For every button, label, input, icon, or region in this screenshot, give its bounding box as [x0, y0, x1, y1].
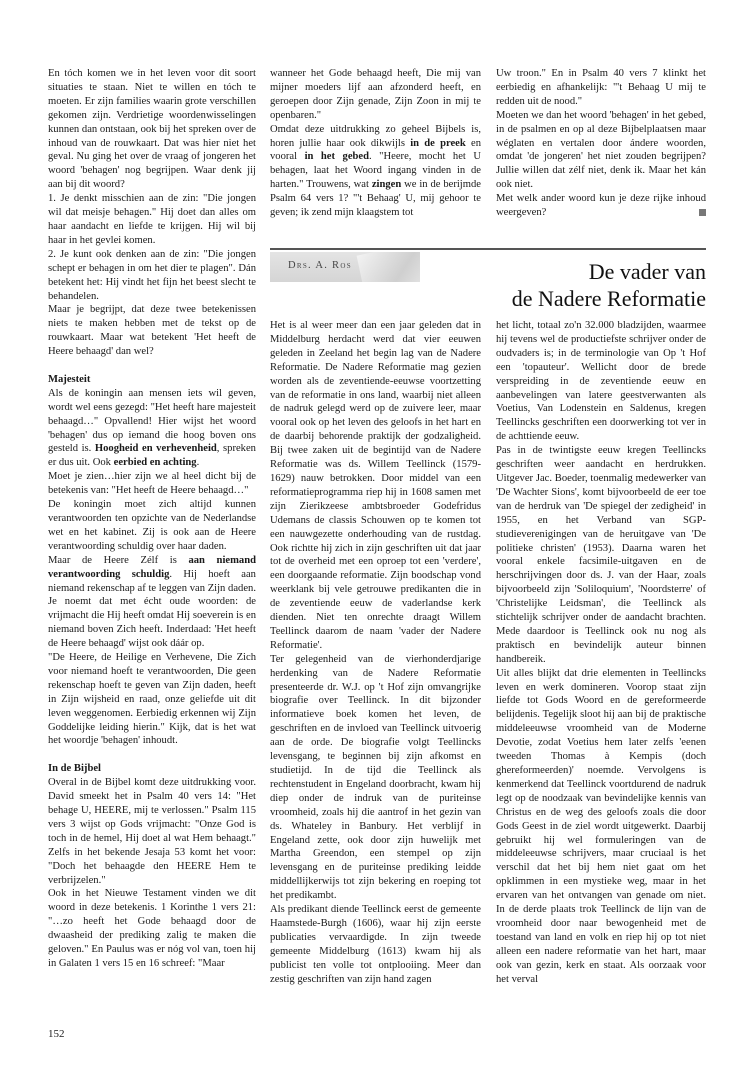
paragraph: Overal in de Bijbel komt deze uitdrukking voor. David smeekt het in Psalm 40 vers 14: "Het behage U, HEERE, mij te verlossen." Psalm 115 vers 3 wijst op Gods vrijmacht: "Onze God is toch in de hemel, Hij doet al wat Hem behaagt." Zelfs in het bekende Jesaja 53 komt het voor: "Doch het behaagde den HEERE Hem te verbrijzelen.": [48, 777, 256, 886]
paragraph: Als de koningin aan mensen iets wil geven, wordt wel eens gezegd: "Het heeft hare majesteit behaagd…" Opvallend! Hier wijst het woord 'behagen' dus op iemand die hoog boven ons gesteld is. Hoogheid en verhevenheid, spreken er dus uit. Ook eerbied en achting.: [48, 387, 256, 469]
paragraph: Uw troon." En in Psalm 40 vers 7 klinkt het eerbiedig en afhankelijk: "'t Behaag U mij te redden uit de nood.": [496, 68, 706, 107]
article2-header: [270, 248, 706, 310]
banner-decoration: [357, 252, 420, 282]
paragraph: Ter gelegenheid van de vierhonderdjarige herdenking van de Nadere Reformatie presenteerde dr. W.J. op 't Hof zijn omvangrijke biografie over Teellinck. In dit bijzonder informatieve boek komen het leven, de geschriften en de invloed van Teellinck uitvoerig aan de orde. De biografie volgt Teellincks levensgang, te beginnen bij zijn afkomst en studietijd. In de tijd die Teellinck als rechtenstudent in Engeland doorbracht, kwam hij diep onder de indruk van de puriteinse vroomheid, zoals hij die aantrof in het gezin van ds. Whateley in Banbury. Het verblijf in Engeland zette, ook door zijn huwelijk met Martha Greendon, een stempel op zijn levensgang en de puriteinse prediking leidde middellijkerwijs tot zijn bekering en roeping tot het predikambt.: [270, 653, 481, 902]
section-heading-bijbel: In de Bijbel: [48, 763, 101, 775]
author-banner: [270, 252, 420, 282]
article2-column-2: [496, 319, 706, 987]
paragraph: Als predikant diende Teellinck eerst de gemeente Haamstede-Burgh (1606), waar hij zijn eerste publicaties vervaardigde. In zijn tweede gemeente Middelburg (1613) kwam hij als publicist ten volle tot ontplooiing. Meer dan zestig geschriften van zijn hand zagen: [270, 904, 481, 985]
end-of-article-icon: [699, 209, 706, 216]
paragraph: Moet je zien…hier zijn we al heel dicht bij de betekenis van: "Het heeft de Heere behaagd…": [48, 471, 256, 497]
header-rule: [270, 248, 706, 250]
paragraph: Maar de Heere Zélf is aan niemand verantwoording schuldig. Hij hoeft aan niemand rekenschap af te leggen van Zijn daden. Je noemt dat met écht oude woorden: de vrijmacht die Hij heeft omdat Hij soeverein is en niemand boven Zich heeft. Inderdaad: 'Het heeft de Heere behaagd' wijst ook dáár op.: [48, 554, 257, 650]
paragraph: wanneer het Gode behaagd heeft, Die mij van mijner moeders lijf aan afzonderd heeft, en geroepen door Zijn genade, Zijn Zoon in mij te openbaren.": [270, 68, 481, 121]
paragraph: "De Heere, de Heilige en Verhevene, Die Zich voor niemand hoeft te verantwoorden, Die geen rekenschap hoeft te geven van Zijn daden, heeft in Zijn wijsheid en raad, onze geliefde uit dit leven weggenomen. Eerbiedig erkennen wij Zijn Goddelijke leiding hierin." Kijk, dat is het wat het woordje 'behagen' inhoudt.: [48, 652, 256, 747]
paragraph: Moeten we dan het woord 'behagen' in het gebed, in de psalmen en op al deze Bijbelplaatsen maar wéglaten en vertalen door ándere woorden, omdat 'de jongeren' het niet zouden begrijpen? Jullie willen dat zélf niet, denk ik. Maar het kán ook niet.: [496, 109, 706, 191]
article1-column-3: [496, 67, 706, 220]
article-title: [512, 258, 706, 312]
paragraph: Omdat deze uitdrukking zo geheel Bijbels is, horen jullie haar ook dikwijls in de preek en vooral in het gebed. "Heere, mocht het U behagen, laat het Woord ingang vinden in de harten." Trouwens, wat zingen we in de berijmde Psalm 64 vers 1? "'t Behaag' U, mij gehoor te geven; ik zend mijn klaagstem tot: [270, 123, 482, 219]
article-title-line-1: De vader van: [588, 259, 706, 284]
section-heading-majesteit: Majesteit: [48, 373, 91, 385]
article1-column-1: [48, 67, 256, 971]
paragraph: 1. Je denkt misschien aan de zin: "Die jongen wil dat meisje behagen." Hij doet dan alles om haar aandacht en liefde te krijgen. Hij wil bij haar in het gevlei komen.: [48, 193, 256, 246]
paragraph: 2. Je kunt ook denken aan de zin: "Die jongen schept er behagen in om het dier te plagen". Dán betekent het: Hij vindt het fijn het beest slecht te behandelen.: [48, 248, 256, 302]
paragraph: Met welk ander woord kun je deze rijke inhoud weergeven?: [496, 193, 706, 219]
paragraph: Uit alles blijkt dat drie elementen in Teellincks leven en werk domineren. Voorop staat zijn liefde tot Gods Woord en de gereformeerde belijdenis. Tegelijk sloot hij aan bij de praktische middeleeuwse vroomheid van de Moderne Devotie, zodat Voetius hem later zelfs 'eenen tweeden Thomas à Kempis (doch ghereformeerden)' noemde. Vervolgens is kenmerkend dat Teellinck voortdurend de nadruk legt op de noodzaak van bevindelijke kennis van Christus en de weg des geloofs zoals die door Gods Geest in de ziel wordt uitgewerkt. Daarbij gebruikt hij wel formuleringen van de middeleeuwse schrijvers, maar cruciaal is het verschil dat het bij hem niet gaat om het opklimmen in een mystieke weg, maar in het ervaren van het ontvangen van genade om niet. In de derde plaats trok Teellinck de lijn van de vroomheid door naar bewogenheid met de toestand van land en volk en riep hij op tot niet alleen een nadere reformatie van het hart, maar ook van gezin, kerk en staat. Als oorzaak voor het verval: [496, 667, 706, 985]
article2-column-1: [270, 319, 481, 987]
paragraph: het licht, totaal zo'n 32.000 bladzijden, waarmee hij tevens wel de productiefste schrijver onder de oudvaders is; in de terminologie van Op 't Hof een 'topauteur'. Wellicht door de brede verspreiding in de zeventiende eeuw en aanbevelingen van latere geestverwanten als Voetius, Van Lodenstein en Saldenus, kregen Teellincks geschriften een doorwerking tot ver in de achttiende eeuw.: [496, 320, 706, 443]
paragraph: Het is al weer meer dan een jaar geleden dat in Middelburg herdacht werd dat vier eeuwen geleden in Zeeland het begin lag van de Nadere Reformatie. De Nadere Reformatie mag gezien worden als de zeventiende-eeuwse voortzetting van de reformatie in ons land, waarbij niet alleen de nadruk gelegd werd op de zuivere leer, maar vooral ook op het leven des geloofs in het hart en de daarbij behorende praktijk der godzaligheid. Bij twee zaken uit de begintijd van de Nadere Reformatie was ds. Willem Teellinck (1579-1629) nauw betrokken. Door middel van een reformatieprogramma riep hij in 1608 samen met zijn Zierikzeese ambtsbroeder Godefridus Udemans de classis Schouwen op te komen tot een nauwgezette onderhouding van de rustdag. Ook richtte hij zich in zijn geschriften uit dat jaar tot de overheid met een oproep tot een 'verdere', een doorgaande reformatie. Zijn boodschap vond weerklank bij vele getrouwe predikanten die in de zeventiende eeuw de vaderlandse kerk dienden. Niet ten onrechte draagt Willem Teellinck daarom de naam 'vader der Nadere Reformatie'.: [270, 320, 481, 651]
article1-column-2: [270, 67, 481, 220]
paragraph: De koningin moet zich altijd kunnen verantwoorden ten opzichte van de Nederlandse wet en het kabinet. Zij is ook aan de Heere verantwoording schuldig over haar daden.: [48, 499, 256, 552]
paragraph: Pas in de twintigste eeuw kregen Teellincks geschriften weer aandacht en herdrukken. Uitgever Jac. Boeder, toenmalig medewerker van 'De Wachter Sions', komt bijvoorbeeld de eer toe van de herdruk van 'De spiegel der zedigheid' in 1955, en het Verband van SGP-studieverenigingen van de heruitgave van 'De politieke christen' (1953). Daarna waren het vooral enkele facsimile-uitgaven en de herschrijvingen door ds. J. van der Haar, zoals bijvoorbeeld zijn 'Soliloquium', 'Noordsterre' of 'Christelijke Leidsman', die Teellinck als stichtelijk schrijver onder de aandacht brachten. Mede daardoor is Teellinck ook nu nog als praktisch en bevindelijk auteur binnen handbereik.: [496, 445, 706, 665]
page-number: 152: [48, 1028, 65, 1040]
author-name: Drs. A. Ros: [288, 260, 352, 271]
article-title-line-2: de Nadere Reformatie: [511, 286, 706, 311]
paragraph: En tóch komen we in het leven voor dit soort situaties te staan. Niet te willen en tóch te moeten. Er zijn families waarin grote verschillen gekomen zijn. Verdrietige woordenwisselingen kunnen dan ontstaan, ook bij het spreken over de inhoud van de rouwkaart. Dat was hier niet het geval. Nu ging het over de vraag of jongeren het woord 'behagen' nog begrijpen. Waar denk jij aan bij dit woord?: [48, 68, 256, 191]
paragraph: Ook in het Nieuwe Testament vinden we dit woord in deze betekenis. 1 Korinthe 1 vers 21: "…zo heeft het Gode behaagd door de dwaasheid der prediking zalig te maken die geloven." En Paulus was er nóg vol van, toen hij in Galaten 1 vers 15 en 16 schreef: "Maar: [48, 888, 256, 969]
paragraph: Maar je begrijpt, dat deze twee betekenissen niets te maken hebben met de tekst op de rouwkaart. Maar wat betekent 'Het heeft de Heere behaagd' dan wel?: [48, 304, 256, 358]
